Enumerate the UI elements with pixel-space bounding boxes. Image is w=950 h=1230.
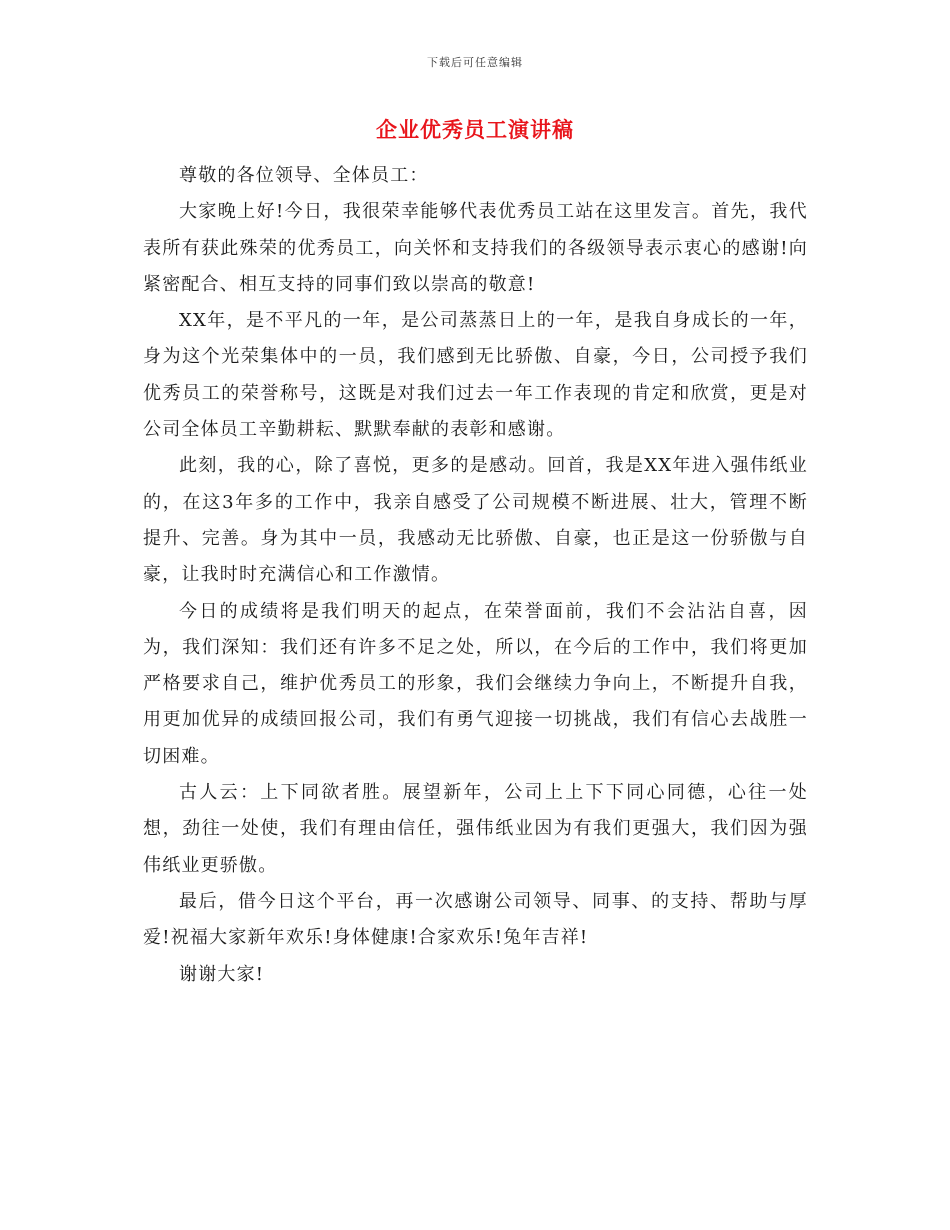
salutation-paragraph: 尊敬的各位领导、全体员工： xyxy=(179,165,429,186)
body-paragraph: 大家晚上好!今日，我很荣幸能够代表优秀员工站在这里发言。首先，我代表所有获此殊荣的优秀员工，向关怀和支持我们的各级领导表示衷心的感谢!向紧密配合、相互支持的同事们致以崇高的敬意! xyxy=(143,201,808,295)
body-paragraph: XX年，是不平凡的一年，是公司蒸蒸日上的一年，是我自身成长的一年，身为这个光荣集体中的一员，我们感到无比骄傲、自豪，今日，公司授予我们优秀员工的荣誉称号，这既是对我们过去一年工作表现的肯定和欣赏，更是对公司全体员工辛勤耕耘、默默奉献的表彰和感谢。 xyxy=(143,310,808,441)
body-paragraph: 最后，借今日这个平台，再一次感谢公司领导、同事、的支持、帮助与厚爱!祝福大家新年欢乐!身体健康!合家欢乐!兔年吉祥! xyxy=(143,890,808,949)
body-paragraph: 古人云：上下同欲者胜。展望新年，公司上上下下同心同德，心往一处想，劲往一处使，我们有理由信任，强伟纸业因为有我们更强大，我们因为强伟纸业更骄傲。 xyxy=(143,782,808,876)
body-paragraph: 此刻，我的心，除了喜悦，更多的是感动。回首，我是XX年进入强伟纸业的，在这3年多的工作中，我亲自感受了公司规模不断进展、壮大，管理不断提升、完善。身为其中一员，我感动无比骄傲、自豪，也正是这一份骄傲与自豪，让我时时充满信心和工作激情。 xyxy=(143,455,808,586)
body-paragraph: 今日的成绩将是我们明天的起点，在荣誉面前，我们不会沾沾自喜，因为，我们深知：我们还有许多不足之处，所以，在今后的工作中，我们将更加严格要求自己，维护优秀员工的形象，我们会继续力争向上，不断提升自我，用更加优异的成绩回报公司，我们有勇气迎接一切挑战，我们有信心去战胜一切困难。 xyxy=(143,600,808,767)
header-note: 下载后可任意编辑 xyxy=(427,56,523,69)
closing-paragraph: 谢谢大家! xyxy=(179,963,265,985)
document-title: 企业优秀员工演讲稿 xyxy=(376,117,574,142)
document-body xyxy=(143,158,808,993)
